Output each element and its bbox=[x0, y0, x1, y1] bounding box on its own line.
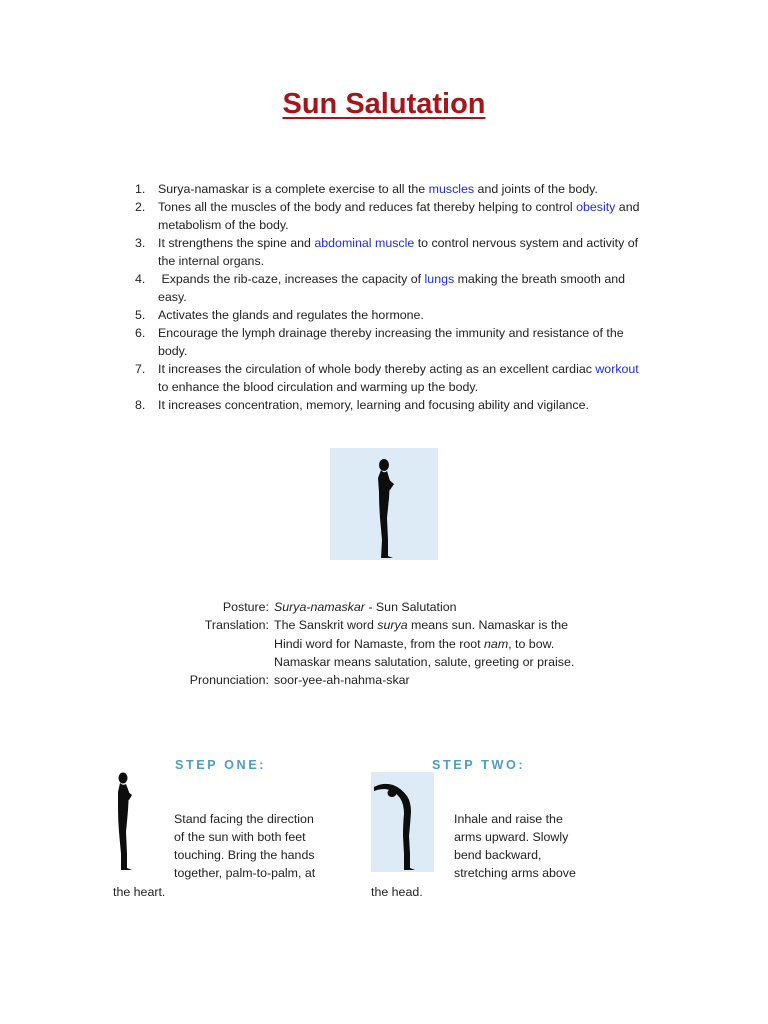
benefit-text: It increases the circulation of whole body thereby acting as an excellent cardiac bbox=[158, 362, 596, 376]
benefit-link[interactable]: workout bbox=[595, 362, 639, 376]
step-two-title: STEP TWO: bbox=[432, 758, 526, 772]
benefit-item bbox=[135, 234, 650, 270]
benefit-text: to control nervous system and activity of bbox=[414, 236, 639, 250]
benefit-line bbox=[158, 234, 650, 252]
translation-line-3: Namaskar means salutation, salute, greeting or praise. bbox=[274, 654, 575, 669]
translation-label: Translation: bbox=[204, 618, 269, 633]
step-two-line-2: arms upward. Slowly bbox=[454, 830, 569, 844]
benefit-item bbox=[135, 306, 650, 324]
benefit-text: Surya-namaskar is a complete exercise to all the bbox=[158, 182, 429, 196]
step-two-line-1: Inhale and raise the bbox=[454, 812, 563, 826]
translation-line-1: The Sanskrit word surya means sun. Namaskar is the bbox=[274, 618, 569, 633]
benefit-item bbox=[135, 270, 650, 306]
step-two-line-5: the head. bbox=[371, 885, 423, 899]
benefit-line bbox=[158, 396, 650, 414]
benefit-number: 7. bbox=[135, 362, 146, 376]
step-two-line-4: stretching arms above bbox=[454, 866, 576, 880]
benefit-line bbox=[158, 288, 650, 306]
step-one-line-1: Stand facing the direction bbox=[174, 812, 314, 826]
benefits-list bbox=[135, 180, 650, 414]
benefit-text: the internal organs. bbox=[158, 254, 265, 268]
posture-label: Posture: bbox=[222, 600, 269, 614]
benefit-link[interactable]: obesity bbox=[576, 200, 616, 214]
posture-name: Surya-namaskar bbox=[274, 600, 365, 614]
benefit-text: It increases concentration, memory, learning and focusing ability and vigilance. bbox=[158, 398, 589, 412]
benefit-number: 1. bbox=[135, 182, 146, 196]
page-title: Sun Salutation bbox=[282, 88, 486, 120]
benefit-link[interactable]: lungs bbox=[424, 272, 455, 286]
benefit-text: It strengthens the spine and bbox=[158, 236, 315, 250]
benefit-text: Tones all the muscles of the body and reduces fat thereby helping to control bbox=[158, 200, 577, 214]
benefit-line bbox=[158, 198, 650, 216]
benefit-text: Expands the rib-caze, increases the capacity of bbox=[158, 272, 425, 286]
step-one-line-3: touching. Bring the hands bbox=[174, 848, 315, 862]
benefit-number: 3. bbox=[135, 236, 146, 250]
backbend-arms-raised-pose-icon bbox=[371, 772, 434, 872]
benefit-item bbox=[135, 198, 650, 234]
benefit-item bbox=[135, 396, 650, 414]
benefit-line bbox=[158, 324, 650, 342]
benefit-text: and bbox=[615, 200, 640, 214]
benefit-link[interactable]: muscles bbox=[428, 182, 475, 196]
benefit-number: 2. bbox=[135, 200, 146, 214]
benefit-item bbox=[135, 180, 650, 198]
benefit-line bbox=[158, 306, 650, 324]
benefit-text: making the breath smooth and bbox=[454, 272, 625, 286]
pronunciation-label: Pronunciation: bbox=[189, 673, 269, 688]
benefit-line bbox=[158, 378, 650, 396]
benefit-item bbox=[135, 360, 650, 396]
step-two-line-3: bend backward, bbox=[454, 848, 542, 862]
benefit-number: 8. bbox=[135, 398, 146, 412]
benefit-item bbox=[135, 324, 650, 360]
benefit-line bbox=[158, 216, 650, 234]
benefit-number: 5. bbox=[135, 308, 146, 322]
standing-prayer-pose-icon bbox=[330, 448, 438, 560]
translation-line-2: Hindi word for Namaste, from the root nam, to bow. bbox=[274, 636, 555, 651]
standing-prayer-pose-icon bbox=[110, 772, 140, 872]
benefit-text: Encourage the lymph drainage thereby increasing the immunity and resistance of the bbox=[158, 326, 624, 340]
benefit-number: 6. bbox=[135, 326, 146, 340]
benefit-text: and joints of the body. bbox=[474, 182, 598, 196]
step-one-title: STEP ONE: bbox=[175, 758, 267, 772]
benefit-line bbox=[158, 180, 650, 198]
benefit-text: metabolism of the body. bbox=[158, 218, 289, 232]
benefit-line bbox=[158, 360, 650, 378]
benefit-line bbox=[158, 342, 650, 360]
benefit-text: body. bbox=[158, 344, 188, 358]
benefit-line bbox=[158, 270, 650, 288]
info-labels bbox=[150, 598, 269, 689]
step-one-line-5: the heart. bbox=[113, 885, 166, 899]
benefit-text: Activates the glands and regulates the hormone. bbox=[158, 308, 424, 322]
step-one-line-2: of the sun with both feet bbox=[174, 830, 306, 844]
posture-value: Surya-namaskar - Sun Salutation bbox=[274, 600, 457, 614]
benefit-text: to enhance the blood circulation and warming up the body. bbox=[158, 380, 479, 394]
step-one-line-4: together, palm-to-palm, at bbox=[174, 866, 316, 880]
benefit-line bbox=[158, 252, 650, 270]
benefit-link[interactable]: abdominal muscle bbox=[314, 236, 415, 250]
pronunciation-value: soor-yee-ah-nahma-skar bbox=[274, 673, 410, 688]
benefit-number: 4. bbox=[135, 272, 146, 286]
benefit-text: easy. bbox=[158, 290, 187, 304]
info-values bbox=[274, 598, 594, 689]
